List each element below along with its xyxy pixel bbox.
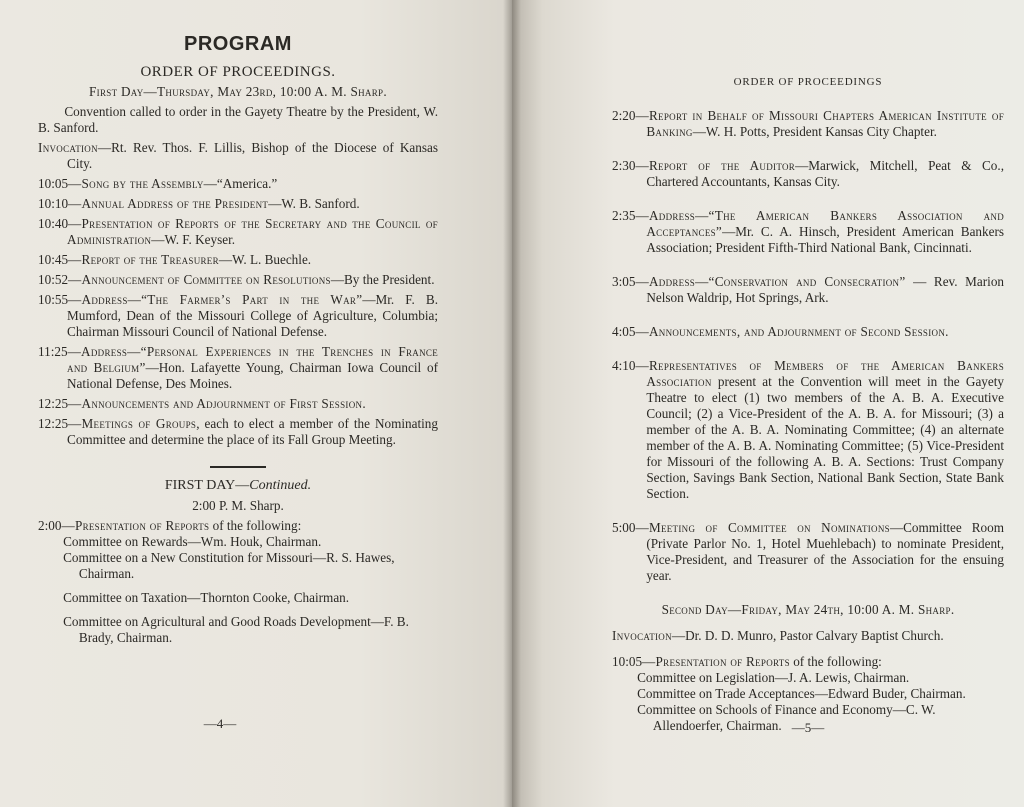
item-text: —Dr. D. D. Munro, Pastor Calvary Baptist Church. bbox=[671, 628, 944, 643]
item-text: —Rt. Rev. Thos. F. Lillis, Bishop of the Diocese of Kansas City. bbox=[67, 140, 438, 171]
committee-entry: Committee on Taxation—Thornton Cooke, Chairman. bbox=[63, 589, 350, 605]
item-time: 10:45 bbox=[38, 252, 69, 267]
item-label: —Address—“Conservation and Consecration” bbox=[635, 274, 906, 289]
order-of-proceedings-heading: ORDER OF PROCEEDINGS. bbox=[140, 64, 336, 80]
left-page-content bbox=[38, 33, 438, 646]
item-time: 10:55 bbox=[38, 292, 69, 307]
item-label: —Report of the Treasurer bbox=[68, 252, 219, 267]
afternoon-time: 2:00 P. M. Sharp. bbox=[192, 497, 284, 513]
program-item bbox=[38, 176, 438, 192]
program-item bbox=[612, 208, 1004, 256]
item-label: —Annual Address of the President bbox=[68, 196, 269, 211]
item-text: —Marwick, Mitchell, Peat & Co., Chartered Accountants, Kansas City. bbox=[646, 158, 1004, 189]
program-item bbox=[38, 196, 438, 212]
item-label: —Song by the Assembly bbox=[68, 176, 204, 191]
item-label: —Presentation of Reports of the Secretary and the Council of Administration bbox=[67, 216, 438, 247]
page-number-right: —5— bbox=[791, 720, 825, 735]
convention-intro: Convention called to order in the Gayety Theatre by the President, W. B. Sanford. bbox=[38, 104, 438, 135]
item-label: Invocation bbox=[612, 628, 672, 643]
program-item bbox=[38, 140, 438, 172]
right-page-content bbox=[612, 74, 1004, 734]
first-day-heading: First Day—Thursday, May 23rd, 10:00 A. M. Sharp. bbox=[89, 84, 387, 99]
item-time: 3:05 bbox=[612, 274, 636, 289]
item-label: —Presentation of Reports bbox=[642, 654, 790, 669]
committee-entry: Committee on Agricultural and Good Roads Development—F. B. Brady, Chairman. bbox=[63, 613, 409, 645]
program-item bbox=[612, 108, 1004, 140]
item-text: —W. L. Buechle. bbox=[218, 252, 312, 267]
book-gutter bbox=[503, 0, 521, 807]
right-page bbox=[512, 0, 1024, 807]
program-item bbox=[612, 654, 1004, 670]
item-label: —Meeting of Committee on Nominations bbox=[635, 520, 890, 535]
item-label: —Meetings of Groups bbox=[68, 416, 197, 431]
item-text: —By the President. bbox=[330, 272, 435, 287]
item-label: —Representatives of Members of the American Bankers Association bbox=[635, 358, 1004, 389]
item-label: —Address—“Personal Experiences in the Trenches in France and Belgium” bbox=[67, 344, 438, 375]
program-item bbox=[612, 324, 1004, 340]
item-time: 2:20 bbox=[612, 108, 636, 123]
program-item bbox=[38, 292, 438, 340]
item-text: , each to elect a member of the Nominating Committee and determine the place of its Fall Group Meeting. bbox=[67, 416, 438, 447]
program-item bbox=[612, 628, 1004, 644]
committee-entry: Committee on a New Constitution for Missouri—R. S. Hawes, Chairman. bbox=[63, 549, 395, 581]
program-item bbox=[38, 396, 438, 412]
item-label: —Announcements and Adjournment of First Session. bbox=[68, 396, 366, 411]
item-label: —Report in Behalf of Missouri Chapters American Institute of Banking bbox=[635, 108, 1004, 139]
program-item bbox=[38, 344, 438, 392]
item-text: —Committee Room (Private Parlor No. 1, Hotel Muehlebach) to nominate President, Vice-President, and Treasurer of the Association for the ensuing year. bbox=[646, 520, 1004, 583]
committee-entry: Committee on Trade Acceptances—Edward Buder, Chairman. bbox=[637, 686, 966, 701]
item-time: 4:05 bbox=[612, 324, 636, 339]
program-item bbox=[38, 272, 438, 288]
item-time: 10:05 bbox=[612, 654, 643, 669]
program-item bbox=[38, 216, 438, 248]
program-item bbox=[612, 158, 1004, 190]
item-text: present at the Convention will meet in the Gayety Theatre to elect (1) two members of the A. B. A. Executive Council; (2) a Vice-President of the A. B. A. for Missouri; (3) a member of the A. B. A. Nominating Committee; (4) an alternate member of the A. B. A. Nominating Committee; (5) Vice-President for Missouri of the following A. B. A. Sections: Trust Company Section, Savings Bank Section, National Bank Section, State Bank Section. bbox=[646, 374, 1004, 501]
item-label: —Address—“The American Bankers Association and Acceptances” bbox=[635, 208, 1004, 239]
program-item bbox=[38, 416, 438, 448]
item-label: —Announcements, and Adjournment of Second Session. bbox=[635, 324, 949, 339]
item-time: 10:40 bbox=[38, 216, 69, 231]
item-time: 11:25 bbox=[38, 344, 68, 359]
item-time: 2:35 bbox=[612, 208, 636, 223]
item-label: —Address—“The Farmer’s Part in the War” bbox=[68, 292, 363, 307]
committee-entry: Committee on Rewards—Wm. Houk, Chairman. bbox=[63, 533, 322, 549]
section-divider bbox=[210, 466, 266, 468]
item-text: —Mr. C. A. Hinsch, President American Bankers Association; President Fifth-Third National Bank, Cincinnati. bbox=[646, 224, 1004, 255]
item-text: —W. H. Potts, President Kansas City Chapter. bbox=[692, 124, 937, 139]
program-item bbox=[38, 252, 438, 268]
committee-entry: Committee on Schools of Finance and Economy—C. W. Allendoerfer, Chairman. bbox=[637, 702, 936, 733]
committee-entry: Committee on Legislation—J. A. Lewis, Chairman. bbox=[637, 670, 910, 685]
item-text: —W. F. Keyser. bbox=[151, 232, 236, 247]
item-label: Invocation bbox=[38, 140, 98, 155]
program-item bbox=[612, 358, 1004, 502]
item-text: —“America.” bbox=[203, 176, 278, 191]
item-time: 4:10 bbox=[612, 358, 636, 373]
item-text: of the following: bbox=[209, 517, 302, 533]
item-time: 12:25 bbox=[38, 396, 69, 411]
item-time: 5:00 bbox=[612, 520, 636, 535]
item-text: — Rev. Marion Nelson Waldrip, Hot Springs, Ark. bbox=[646, 274, 1005, 305]
item-time: 10:52 bbox=[38, 272, 69, 287]
continued-heading-text: FIRST DAY— bbox=[164, 477, 250, 493]
item-text: of the following: bbox=[789, 654, 882, 669]
item-label: —Announcement of Committee on Resolutions bbox=[68, 272, 331, 287]
item-label: —Report of the Auditor bbox=[635, 158, 796, 173]
item-text: —Mr. F. B. Mumford, Dean of the Missouri College of Agriculture, Columbia; Chairman Missouri Council of National Defense. bbox=[67, 292, 438, 339]
continued-italic: Continued. bbox=[249, 477, 312, 493]
item-time: 12:25 bbox=[38, 416, 69, 431]
running-head: ORDER OF PROCEEDINGS bbox=[733, 76, 883, 88]
first-day-continued-heading bbox=[38, 478, 438, 494]
item-text: —W. B. Sanford. bbox=[268, 196, 360, 211]
program-title: PROGRAM bbox=[184, 33, 292, 55]
item-time: 10:05 bbox=[38, 176, 69, 191]
item-label: —Presentation of Reports bbox=[61, 517, 210, 533]
item-time: 10:10 bbox=[38, 196, 69, 211]
item-time: 2:30 bbox=[612, 158, 636, 173]
item-text: —Hon. Lafayette Young, Chairman Iowa Council of National Defense, Des Moines. bbox=[67, 360, 438, 391]
page-number-left: —4— bbox=[203, 716, 237, 731]
program-item bbox=[612, 520, 1004, 584]
program-item bbox=[612, 274, 1004, 306]
second-day-heading: Second Day—Friday, May 24th, 10:00 A. M. Sharp. bbox=[661, 602, 955, 617]
item-time: 2:00 bbox=[38, 517, 62, 533]
program-item bbox=[38, 518, 438, 534]
